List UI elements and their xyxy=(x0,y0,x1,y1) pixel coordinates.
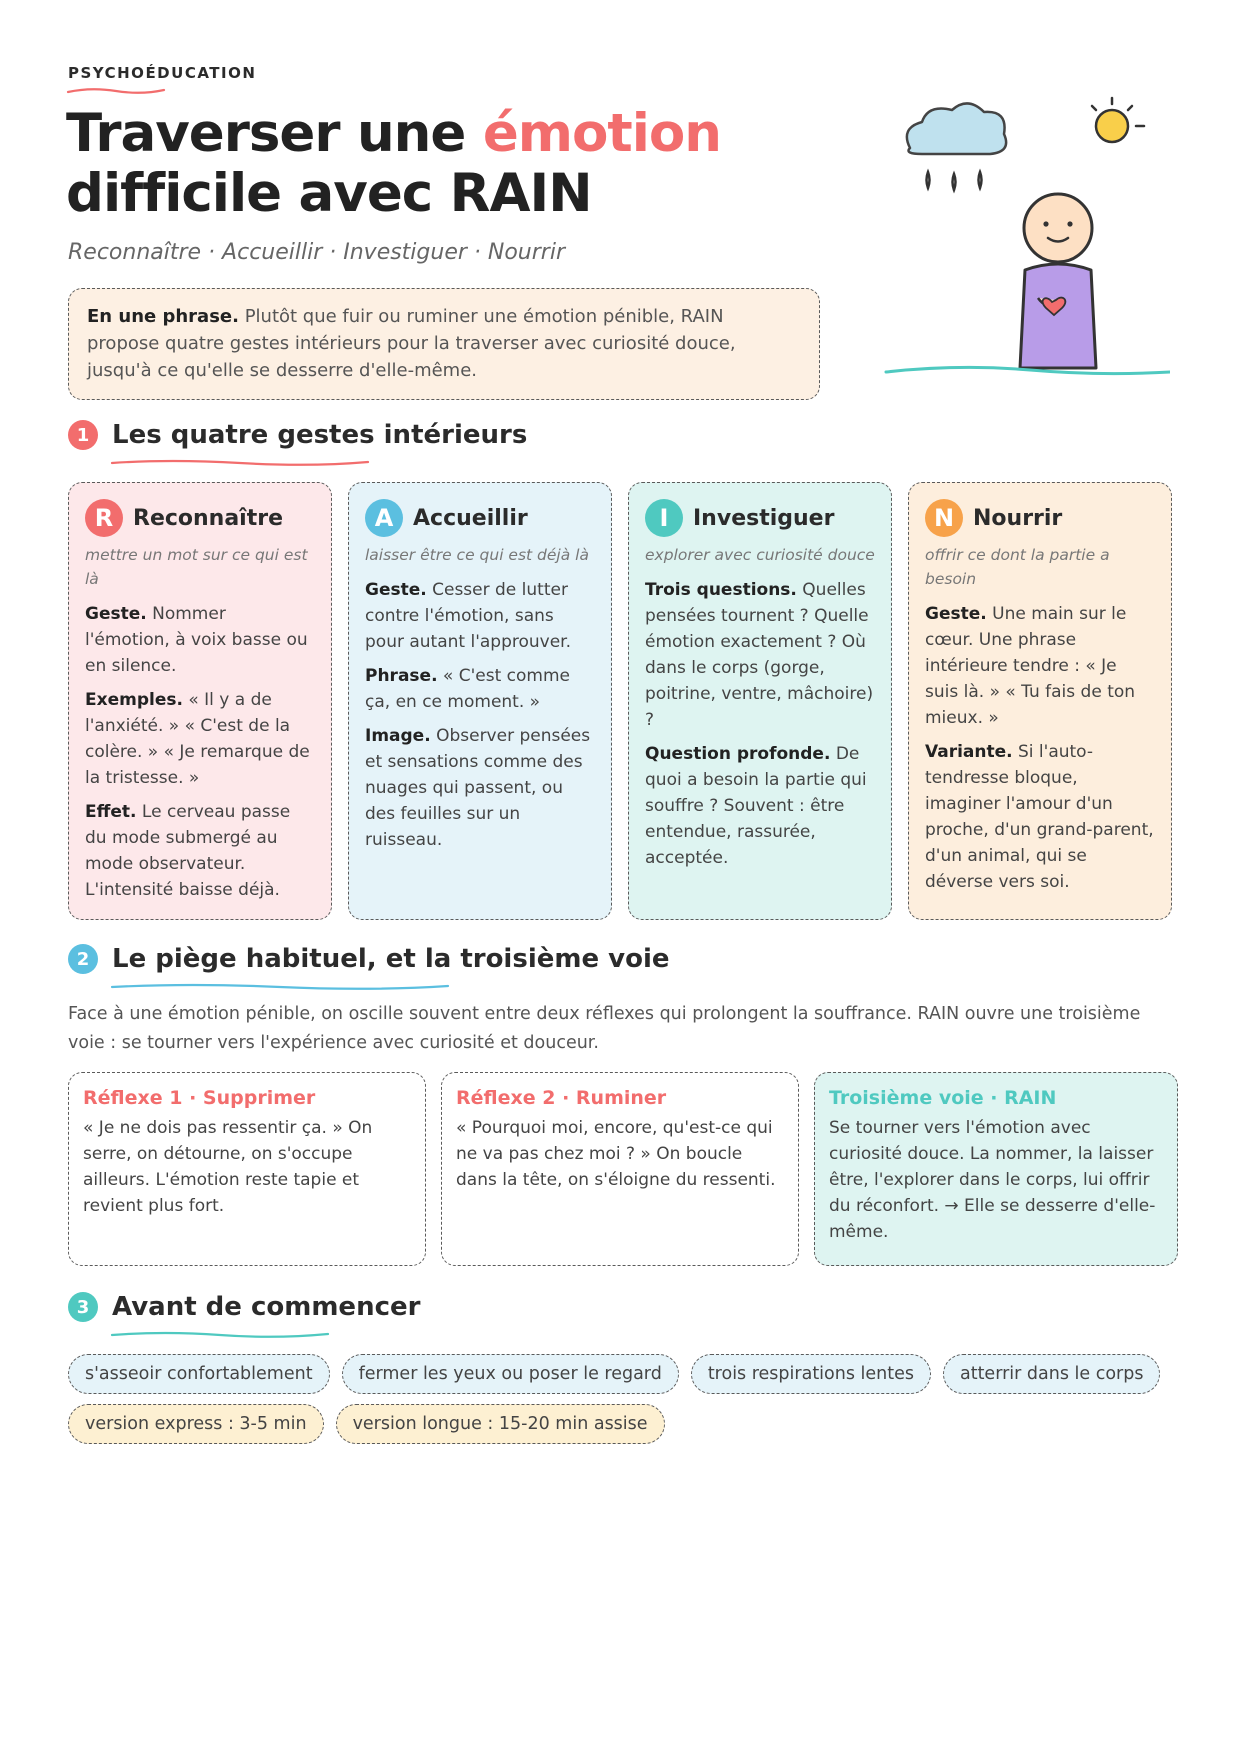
card-accueillir xyxy=(348,482,612,920)
para-text: Si l'auto-tendresse bloque, imaginer l'amour d'un proche, d'un grand-parent, d'un animal, qui se déverse vers soi. xyxy=(925,742,1154,892)
section-3-number: 3 xyxy=(68,1292,98,1322)
card-tagline: explorer avec curiosité douce xyxy=(645,546,875,564)
ground-line xyxy=(886,367,1170,373)
cloud-icon xyxy=(907,103,1006,154)
para-text: « C'est comme ça, en ce moment. » xyxy=(365,666,570,712)
card-name: Investiguer xyxy=(693,505,835,531)
card-paragraph xyxy=(925,739,1155,895)
card-tagline: mettre un mot sur ce qui est là xyxy=(85,546,308,588)
card-letter-r: R xyxy=(85,499,123,537)
para-label: Exemples. xyxy=(85,690,183,710)
raindrops-icon xyxy=(927,172,982,190)
reflex-title: Troisième voie · RAIN xyxy=(829,1087,1057,1109)
card-letter-a: A xyxy=(365,499,403,537)
reflex-box-rain xyxy=(814,1072,1178,1266)
para-label: Variante. xyxy=(925,742,1013,762)
page-subtitle: Reconnaître · Accueillir · Investiguer · Nourrir xyxy=(68,240,565,265)
para-label: Image. xyxy=(365,726,431,746)
section-2-squiggle xyxy=(110,982,450,992)
para-label: Question profonde. xyxy=(645,744,831,764)
title-part1: Traverser une xyxy=(66,103,483,164)
card-paragraph xyxy=(365,577,595,655)
section-1-heading xyxy=(68,420,527,450)
para-label: Geste. xyxy=(85,604,147,624)
duration-pill: version express : 3-5 min xyxy=(68,1404,324,1444)
para-text: Quelles pensées tournent ? Quelle émotion exactement ? Où dans le corps (gorge, poitrine, ventre, mâchoire) ? xyxy=(645,580,874,730)
para-text: Cesser de lutter contre l'émotion, sans pour autant l'approuver. xyxy=(365,580,572,652)
card-paragraph xyxy=(85,601,315,679)
summary-box xyxy=(68,288,820,400)
card-paragraph xyxy=(645,577,875,733)
para-text: De quoi a besoin la partie qui souffre ? Souvent : être entendue, rassurée, acceptée. xyxy=(645,744,867,868)
sun-icon xyxy=(1092,98,1144,142)
card-name: Accueillir xyxy=(413,505,528,531)
para-label: Phrase. xyxy=(365,666,438,686)
para-text: « Il y a de l'anxiété. » « C'est de la colère. » « Je remarque de la tristesse. » xyxy=(85,690,310,788)
eyebrow-label: PSYCHOÉDUCATION xyxy=(68,64,257,82)
person-icon xyxy=(1020,194,1096,368)
card-letter-i: I xyxy=(645,499,683,537)
section-2-heading xyxy=(68,944,670,974)
section-3-heading xyxy=(68,1292,420,1322)
duration-pill: version longue : 15-20 min assise xyxy=(336,1404,665,1444)
section-2-number: 2 xyxy=(68,944,98,974)
reflex-title: Réflexe 2 · Ruminer xyxy=(456,1087,667,1109)
section-1-title: Les quatre gestes intérieurs xyxy=(112,420,528,450)
reflex-text: « Pourquoi moi, encore, qu'est-ce qui ne va pas chez moi ? » On boucle dans la tête, on s'éloigne du ressenti. xyxy=(456,1118,776,1190)
card-paragraph xyxy=(925,601,1155,731)
card-tagline: laisser être ce qui est déjà là xyxy=(365,546,589,564)
person-rain-illustration xyxy=(880,88,1170,388)
prep-pill: trois respirations lentes xyxy=(691,1354,931,1394)
reflex-box-supprimer xyxy=(68,1072,426,1266)
prep-pill: s'asseoir confortablement xyxy=(68,1354,330,1394)
prep-pill: fermer les yeux ou poser le regard xyxy=(342,1354,679,1394)
reflex-text: Se tourner vers l'émotion avec curiosité douce. La nommer, la laisser être, l'explorer dans le corps, lui offrir du réconfort. → Elle se desserre d'elle-même. xyxy=(829,1118,1156,1242)
card-letter-n: N xyxy=(925,499,963,537)
para-label: Trois questions. xyxy=(645,580,797,600)
section-1-squiggle xyxy=(110,458,370,468)
summary-lead: En une phrase. xyxy=(87,306,239,327)
card-paragraph xyxy=(85,799,315,903)
title-line2: difficile avec RAIN xyxy=(66,163,592,224)
para-label: Geste. xyxy=(365,580,427,600)
section-3-title: Avant de commencer xyxy=(112,1292,421,1322)
card-paragraph xyxy=(365,663,595,715)
para-text: Observer pensées et sensations comme des nuages qui passent, ou des feuilles sur un ruisseau. xyxy=(365,726,591,850)
para-label: Effet. xyxy=(85,802,137,822)
reflex-title: Réflexe 1 · Supprimer xyxy=(83,1087,316,1109)
para-text: Une main sur le cœur. Une phrase intérieure tendre : « Je suis là. » « Tu fais de ton mieux. » xyxy=(925,604,1136,728)
eyebrow-squiggle xyxy=(66,86,166,96)
section-3-squiggle xyxy=(110,1330,330,1340)
card-paragraph xyxy=(645,741,875,871)
title-accent: émotion xyxy=(482,103,722,164)
card-investiguer xyxy=(628,482,892,920)
card-paragraph xyxy=(365,723,595,853)
card-paragraph xyxy=(85,687,315,791)
card-reconnaitre xyxy=(68,482,332,920)
section-2-title: Le piège habituel, et la troisième voie xyxy=(112,944,670,974)
reflex-box-ruminer xyxy=(441,1072,799,1266)
section-1-number: 1 xyxy=(68,420,98,450)
reflex-text: « Je ne dois pas ressentir ça. » On serre, on détourne, on s'occupe ailleurs. L'émotion reste tapie et revient plus fort. xyxy=(83,1118,373,1216)
card-nourrir xyxy=(908,482,1172,920)
prep-pills-row-1 xyxy=(68,1354,1160,1394)
para-text: Nommer l'émotion, à voix basse ou en silence. xyxy=(85,604,308,676)
trap-intro: Face à une émotion pénible, on oscille souvent entre deux réflexes qui prolongent la souffrance. RAIN ouvre une troisième voie : se tourner vers l'expérience avec curiosité et douceur. xyxy=(68,1004,1141,1053)
page-title xyxy=(66,104,721,224)
card-name: Nourrir xyxy=(973,505,1063,531)
prep-pills-row-2 xyxy=(68,1404,665,1444)
card-tagline: offrir ce dont la partie a besoin xyxy=(925,546,1110,588)
summary-text: Plutôt que fuir ou ruminer une émotion pénible, RAIN propose quatre gestes intérieurs pour la traverser avec curiosité douce, jusqu'à ce qu'elle se desserre d'elle-même. xyxy=(87,306,736,381)
prep-pill: atterrir dans le corps xyxy=(943,1354,1160,1394)
para-label: Geste. xyxy=(925,604,987,624)
para-text: Le cerveau passe du mode submergé au mode observateur. L'intensité baisse déjà. xyxy=(85,802,291,900)
card-name: Reconnaître xyxy=(133,505,284,531)
